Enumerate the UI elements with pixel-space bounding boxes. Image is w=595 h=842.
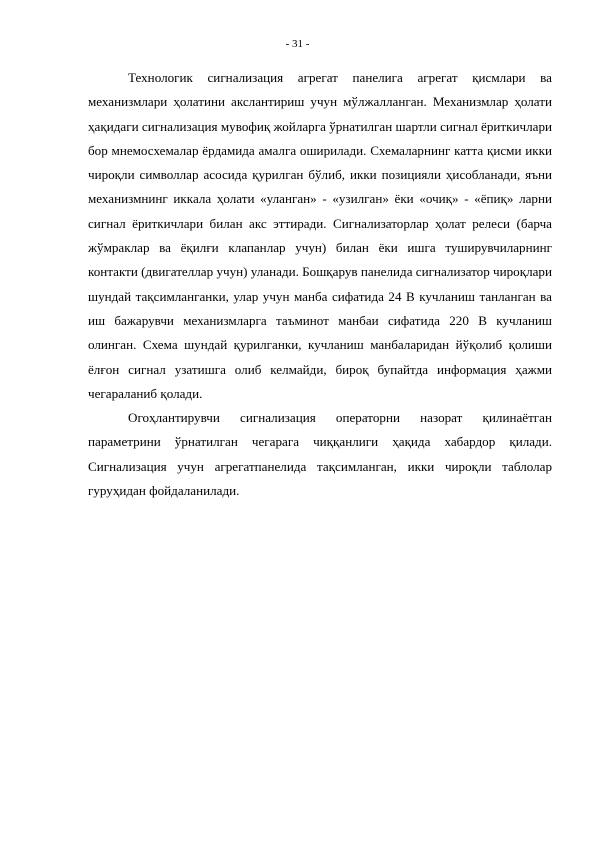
paragraph-warning-signaling: Огоҳлантирувчи сигнализация операторни назорат қилинаётган параметрини ўрнатилган чегарага чиққанлиги ҳақида хабардор қилади. Сигнализация учун агрегатпанелида тақсимланган, икки чироқли таблолар гуруҳидан фойдаланилади.: [88, 410, 552, 499]
document-body: [88, 66, 552, 503]
page-number: - 31 -: [285, 38, 310, 50]
paragraph-technological-signaling: Технологик сигнализация агрегат панелига агрегат қисмлари ва механизмлари ҳолатини акслантириш учун мўлжалланган. Механизмлар ҳолати ҳақидаги сигнализация мувофиқ жойларга ўрнатилган шартли сигнал ёриткичлари бор мнемосхемалар ёрдамида амалга оширилади. Схемаларнинг катта қисми икки чироқли символлар асосида қурилган бўлиб, икки позицияли ҳисобланади, яъни механизмнинг иккала ҳолати «уланган» - «узилган» ёки «очиқ» - «ёпиқ» ларни сигнал ёриткичлари билан акс эттиради. Сигнализаторлар ҳолат релеси (барча жўмраклар ва ёқилғи клапанлар учун) билан ёки ишга туширувчиларнинг контакти (двигателлар учун) уланади. Бошқарув панелида сигнализатор чироқлари шундай тақсимланганки, улар учун манба сифатида 24 В кучланиш танланган ва иш бажарувчи механизмларга таъминот манбаи сифатида 220 В кучланиш олинган. Схема шундай қурилганки, кучланиш манбаларидан йўқолиб қолиши ёлғон сигнал узатишга олиб келмайди, бироқ бупайтда информация ҳажми чегараланиб қолади.: [88, 70, 552, 401]
